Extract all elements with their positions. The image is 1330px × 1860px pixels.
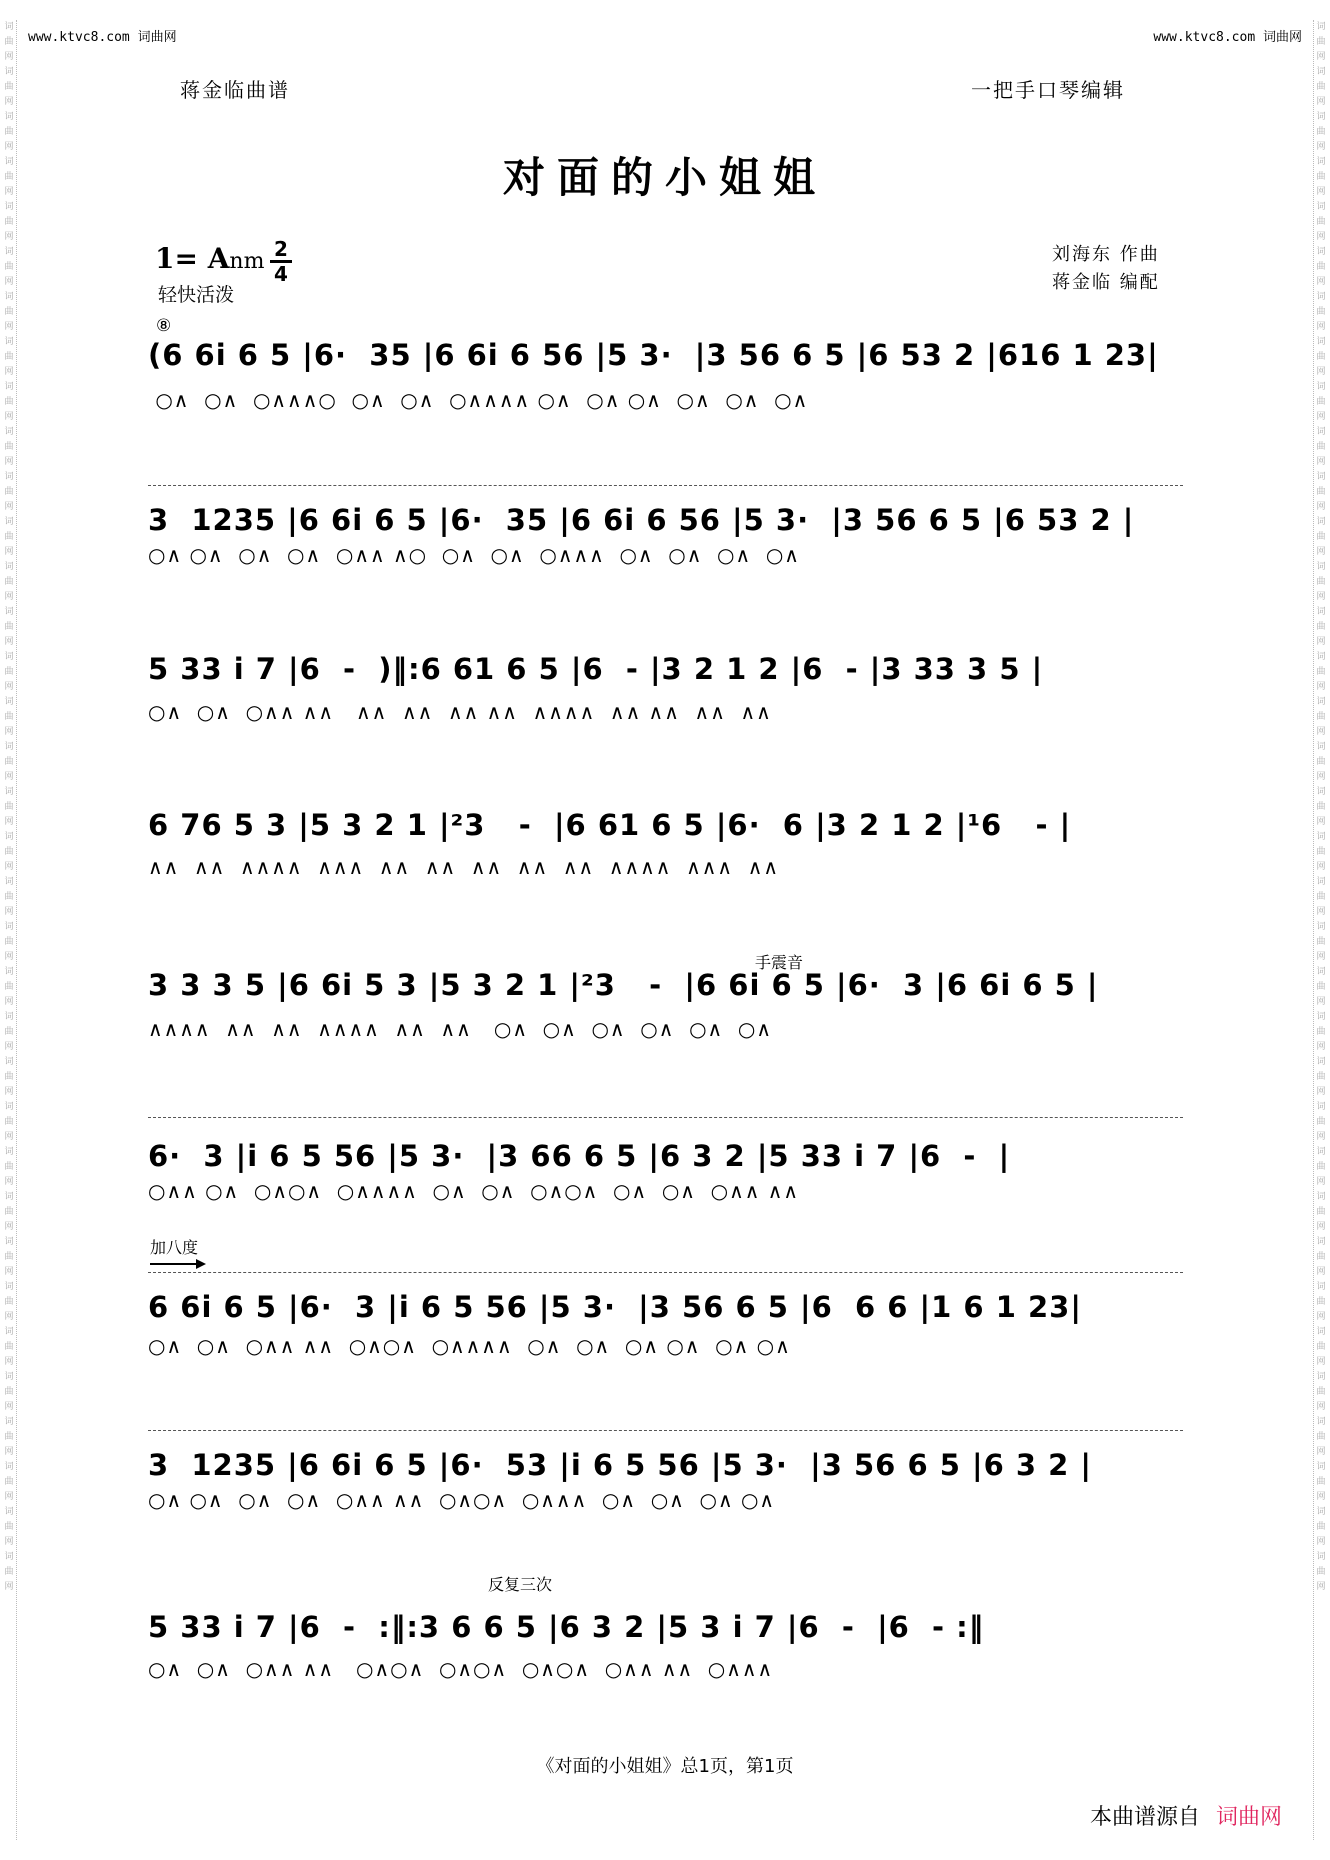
tempo-marking: 轻快活泼 <box>158 284 235 306</box>
notes-line: (6 6i 6 5 |6· 35 |6 6i 6 56 |5 3· |3 56 6 5 |6 53 2 |616 1 23| <box>148 338 1159 372</box>
row-divider <box>148 1430 1183 1431</box>
breath-line: ∧∧ ∧∧ ∧∧∧∧ ∧∧∧ ∧∧ ∧∧ ∧∧ ∧∧ ∧∧ ∧∧∧∧ ∧∧∧ ∧∧ <box>148 855 780 879</box>
breath-line: ○∧ ○∧ ○∧ ○∧ ○∧∧ ∧○ ○∧ ○∧ ○∧∧∧ ○∧ ○∧ ○∧ ○∧ <box>148 543 800 567</box>
arranger: 蒋金临 编配 <box>1052 272 1160 293</box>
octave-up-annotation: 加八度 <box>150 1238 199 1257</box>
notes-line: 5 33 i 7 |6 - :‖:3 6 6 5 |6 3 2 |5 3 i 7 |6 - |6 - :‖ <box>148 1610 985 1644</box>
credit-edited-by: 一把手口琴编辑 <box>971 78 1125 102</box>
page-footer: 《对面的小姐姐》总1页，第1页 <box>536 1756 794 1777</box>
time-bottom: 4 <box>270 260 292 285</box>
breath-line: ○∧ ○∧ ○∧∧ ∧∧ ○∧○∧ ○∧○∧ ○∧○∧ ○∧∧ ∧∧ ○∧∧∧ <box>148 1657 774 1681</box>
notes-line: 6 76 5 3 |5 3 2 1 |²3 - |6 61 6 5 |6· 6 |3 2 1 2 |¹6 - | <box>148 808 1072 842</box>
repeat-three-annotation: 反复三次 <box>488 1575 553 1594</box>
song-title: 对面的小姐姐 <box>502 153 827 202</box>
breath-line: ○∧ ○∧ ○∧ ○∧ ○∧∧ ∧∧ ○∧○∧ ○∧∧∧ ○∧ ○∧ ○∧ ○∧ <box>148 1488 776 1512</box>
breath-line: ○∧ ○∧ ○∧∧ ∧∧ ∧∧ ∧∧ ∧∧ ∧∧ ∧∧∧∧ ∧∧ ∧∧ ∧∧ ∧∧ <box>148 700 772 724</box>
tremolo-annotation: 手震音 <box>755 953 804 972</box>
arrow-icon <box>150 1263 204 1265</box>
key-value: 1= A <box>155 242 230 275</box>
key-mode: nm <box>229 249 265 274</box>
header-site-left <box>28 26 177 45</box>
composer: 刘海东 作曲 <box>1052 244 1160 265</box>
octave-mark: ⑧ <box>156 316 172 336</box>
site-url: www.ktvc8.com <box>28 30 130 45</box>
notes-line: 3 1235 |6 6i 6 5 |6· 53 |i 6 5 56 |5 3· |3 56 6 5 |6 3 2 | <box>148 1448 1092 1482</box>
breath-line: ∧∧∧∧ ∧∧ ∧∧ ∧∧∧∧ ∧∧ ∧∧ ○∧ ○∧ ○∧ ○∧ ○∧ ○∧ <box>148 1017 772 1041</box>
notes-line: 5 33 i 7 |6 - )‖:6 61 6 5 |6 - |3 2 1 2 |6 - |3 33 3 5 | <box>148 652 1044 686</box>
row-divider <box>148 485 1183 486</box>
source-brand-link[interactable]: 词曲网 <box>1215 1805 1282 1830</box>
source-label: 本曲谱源自 <box>1089 1805 1200 1830</box>
breath-line: ○∧ ○∧ ○∧∧∧○ ○∧ ○∧ ○∧∧∧∧ ○∧ ○∧ ○∧ ○∧ ○∧ ○∧ <box>148 388 809 412</box>
site-name: 词曲网 <box>137 30 177 45</box>
source-credit <box>1090 1800 1282 1831</box>
side-watermark-left: 词曲网词曲网词曲网词曲网词曲网词曲网词曲网词曲网词曲网词曲网词曲网词曲网词曲网词曲网词曲网词曲网词曲网词曲网词曲网词曲网词曲网词曲网词曲网词曲网词曲网词曲网词曲网词曲网词曲网词曲网词曲网词曲网词曲网词曲网词曲网 <box>2 20 17 1840</box>
notes-line: 3 1235 |6 6i 6 5 |6· 35 |6 6i 6 56 |5 3· |3 56 6 5 |6 53 2 | <box>148 503 1135 537</box>
notes-line: 6· 3 |i 6 5 56 |5 3· |3 66 6 5 |6 3 2 |5 33 i 7 |6 - | <box>148 1139 1011 1173</box>
credit-score-by: 蒋金临曲谱 <box>180 78 290 102</box>
time-signature <box>270 238 292 285</box>
header-site-right <box>1153 26 1302 45</box>
key-signature <box>155 242 264 275</box>
notes-line: 3 3 3 5 |6 6i 5 3 |5 3 2 1 |²3 - |6 6i 6 5 |6· 3 |6 6i 6 5 | <box>148 968 1099 1002</box>
notes-line: 6 6i 6 5 |6· 3 |i 6 5 56 |5 3· |3 56 6 5 |6 6 6 |1 6 1 23| <box>148 1290 1082 1324</box>
site-name: 词曲网 <box>1262 30 1302 45</box>
site-url: www.ktvc8.com <box>1153 30 1256 45</box>
row-divider <box>148 1117 1183 1118</box>
breath-line: ○∧ ○∧ ○∧∧ ∧∧ ○∧○∧ ○∧∧∧∧ ○∧ ○∧ ○∧ ○∧ ○∧ ○∧ <box>148 1334 791 1358</box>
time-top: 2 <box>274 237 288 261</box>
row-divider <box>148 1272 1183 1273</box>
breath-line: ○∧∧ ○∧ ○∧○∧ ○∧∧∧∧ ○∧ ○∧ ○∧○∧ ○∧ ○∧ ○∧∧ ∧∧ <box>148 1179 799 1203</box>
side-watermark-right: 词曲网词曲网词曲网词曲网词曲网词曲网词曲网词曲网词曲网词曲网词曲网词曲网词曲网词曲网词曲网词曲网词曲网词曲网词曲网词曲网词曲网词曲网词曲网词曲网词曲网词曲网词曲网词曲网词曲网词曲网词曲网词曲网词曲网词曲网词曲网 <box>1313 20 1328 1840</box>
